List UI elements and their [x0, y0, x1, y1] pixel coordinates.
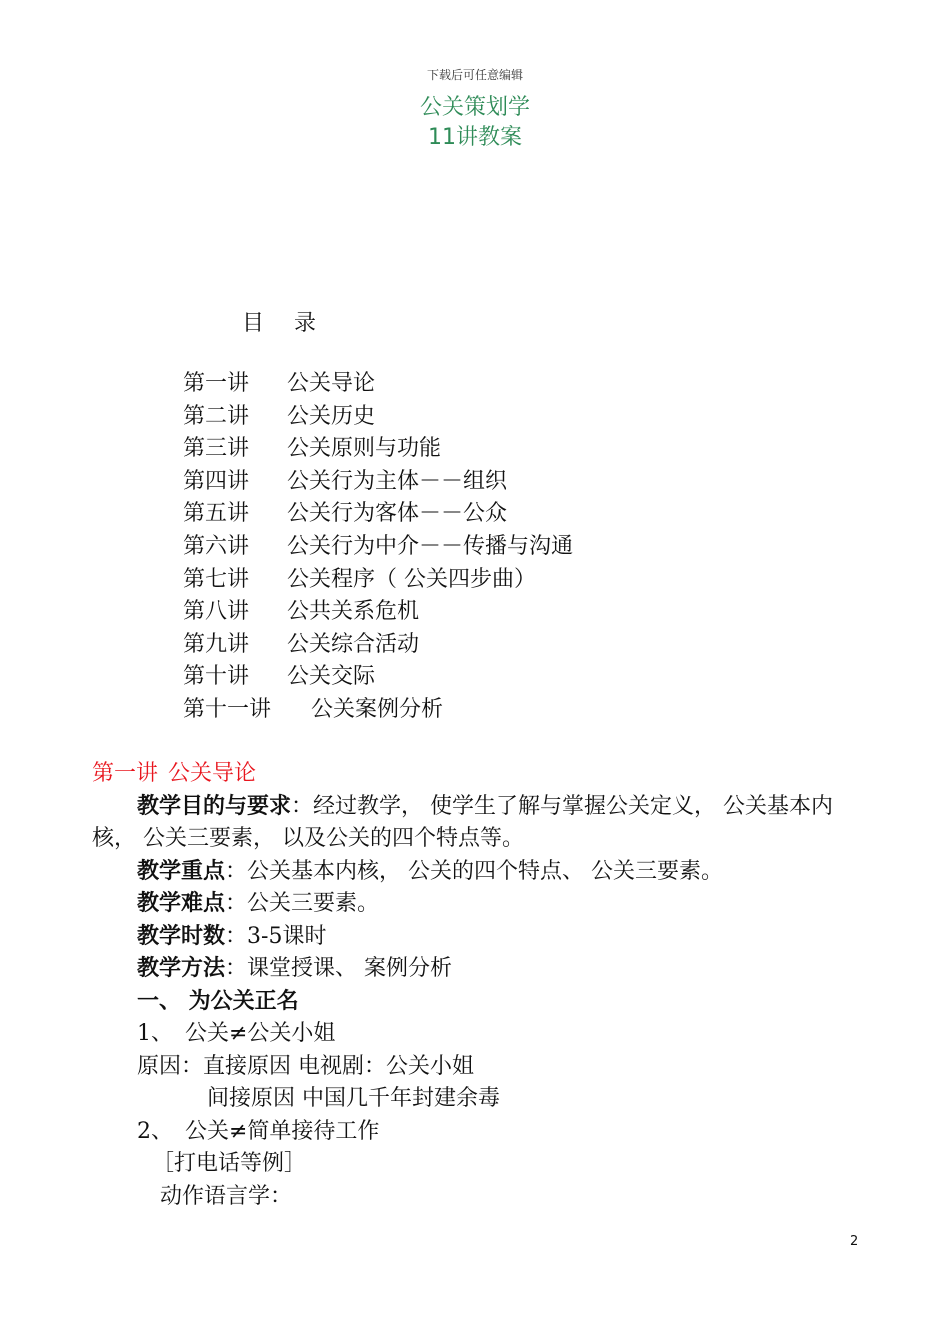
toc-item: [183, 661, 573, 694]
toc-item-number: 第十一讲: [183, 696, 272, 722]
lecture-heading: [92, 758, 256, 790]
toc-item-number: 第一讲: [183, 371, 250, 396]
toc-item-title: 公关案例分析: [311, 696, 444, 722]
toc-item-number: 第六讲: [183, 533, 250, 559]
hours-value: 3-5: [247, 924, 283, 949]
toc-item-number: 第七讲: [183, 566, 250, 592]
method-text: ：课堂授课、 案例分析: [225, 956, 453, 981]
difficulty-label: 教学难点: [137, 891, 226, 916]
document-subtitle: 11讲教案: [428, 125, 522, 150]
toc-item-title: 公关综合活动: [287, 631, 420, 657]
hours-label: 教学时数: [137, 924, 226, 949]
focus-line: [137, 856, 723, 888]
toc-heading-part1: 目: [242, 311, 265, 336]
goal-text: ：经过教学， 使学生了解与掌握公关定义， 公关基本内: [291, 794, 834, 819]
table-of-contents: [183, 368, 573, 727]
toc-item-number: 第九讲: [183, 631, 250, 657]
toc-item-title: 公关交际: [287, 664, 376, 690]
lecture-heading-title: 公关导论: [168, 761, 257, 786]
toc-item-title: 公关历史: [287, 403, 376, 429]
section-heading: 一、 为公关正名: [137, 989, 299, 1014]
toc-item: [183, 433, 573, 466]
goal-line: [137, 791, 833, 823]
toc-item-title: 公关原则与功能: [287, 436, 442, 462]
toc-item: [183, 531, 573, 564]
toc-item: [183, 498, 573, 531]
difficulty-text: ：公关三要素。: [225, 891, 380, 916]
toc-item: [183, 694, 573, 727]
hours-line: [137, 921, 326, 953]
difficulty-line: [137, 888, 379, 920]
reason-line: 原因：直接原因 电视剧：公关小姐: [137, 1054, 474, 1079]
toc-item-number: 第四讲: [183, 468, 250, 494]
toc-item: [183, 564, 573, 597]
toc-item: [183, 629, 573, 662]
toc-item-title: 公关行为主体－－组织: [287, 468, 508, 494]
toc-heading-part2: 录: [294, 311, 317, 336]
toc-item: [183, 596, 573, 629]
goal-line-continued: 核， 公关三要素， 以及公关的四个特点等。: [92, 826, 524, 851]
focus-label: 教学重点: [137, 859, 226, 884]
toc-heading: [242, 306, 346, 337]
reason-line-indirect: 间接原因 中国几千年封建余毒: [207, 1086, 500, 1111]
document-title: 公关策划学: [419, 95, 530, 120]
toc-item-number: 第二讲: [183, 403, 250, 429]
page-number: 2: [850, 1234, 859, 1249]
body-language-line: 动作语言学：: [160, 1184, 293, 1209]
toc-item-title: 公关行为中介－－传播与沟通: [287, 533, 574, 559]
toc-item: [183, 368, 573, 401]
goal-label: 教学目的与要求: [137, 794, 292, 819]
list-item-number: 1、: [137, 1021, 173, 1046]
hours-unit: 课时: [282, 924, 327, 949]
toc-item-title: 公关行为客体－－公众: [287, 501, 508, 527]
focus-text: ：公关基本内核， 公关的四个特点、 公关三要素。: [225, 859, 724, 884]
list-item-text: 公关≠公关小姐: [185, 1021, 336, 1046]
list-item: [137, 1116, 379, 1148]
toc-item: [183, 466, 573, 499]
example-note: ［打电话等例］: [152, 1151, 307, 1176]
toc-item-number: 第五讲: [183, 501, 250, 527]
toc-item-title: 公关导论: [287, 371, 376, 396]
toc-item-title: 公关程序（ 公关四步曲）: [287, 566, 536, 592]
method-label: 教学方法: [137, 956, 226, 981]
list-item: [137, 1018, 335, 1050]
toc-item-number: 第八讲: [183, 599, 250, 625]
method-line: [137, 953, 452, 985]
toc-item-number: 第三讲: [183, 436, 250, 462]
toc-item-number: 第十讲: [183, 664, 250, 690]
header-note: 下载后可任意编辑: [426, 68, 523, 82]
toc-item: [183, 401, 573, 434]
list-item-number: 2、: [137, 1119, 173, 1144]
lecture-heading-number: 第一讲: [92, 761, 159, 786]
hours-colon: ：: [225, 924, 248, 949]
toc-item-title: 公共关系危机: [287, 599, 420, 625]
list-item-text: 公关≠简单接待工作: [185, 1119, 380, 1144]
